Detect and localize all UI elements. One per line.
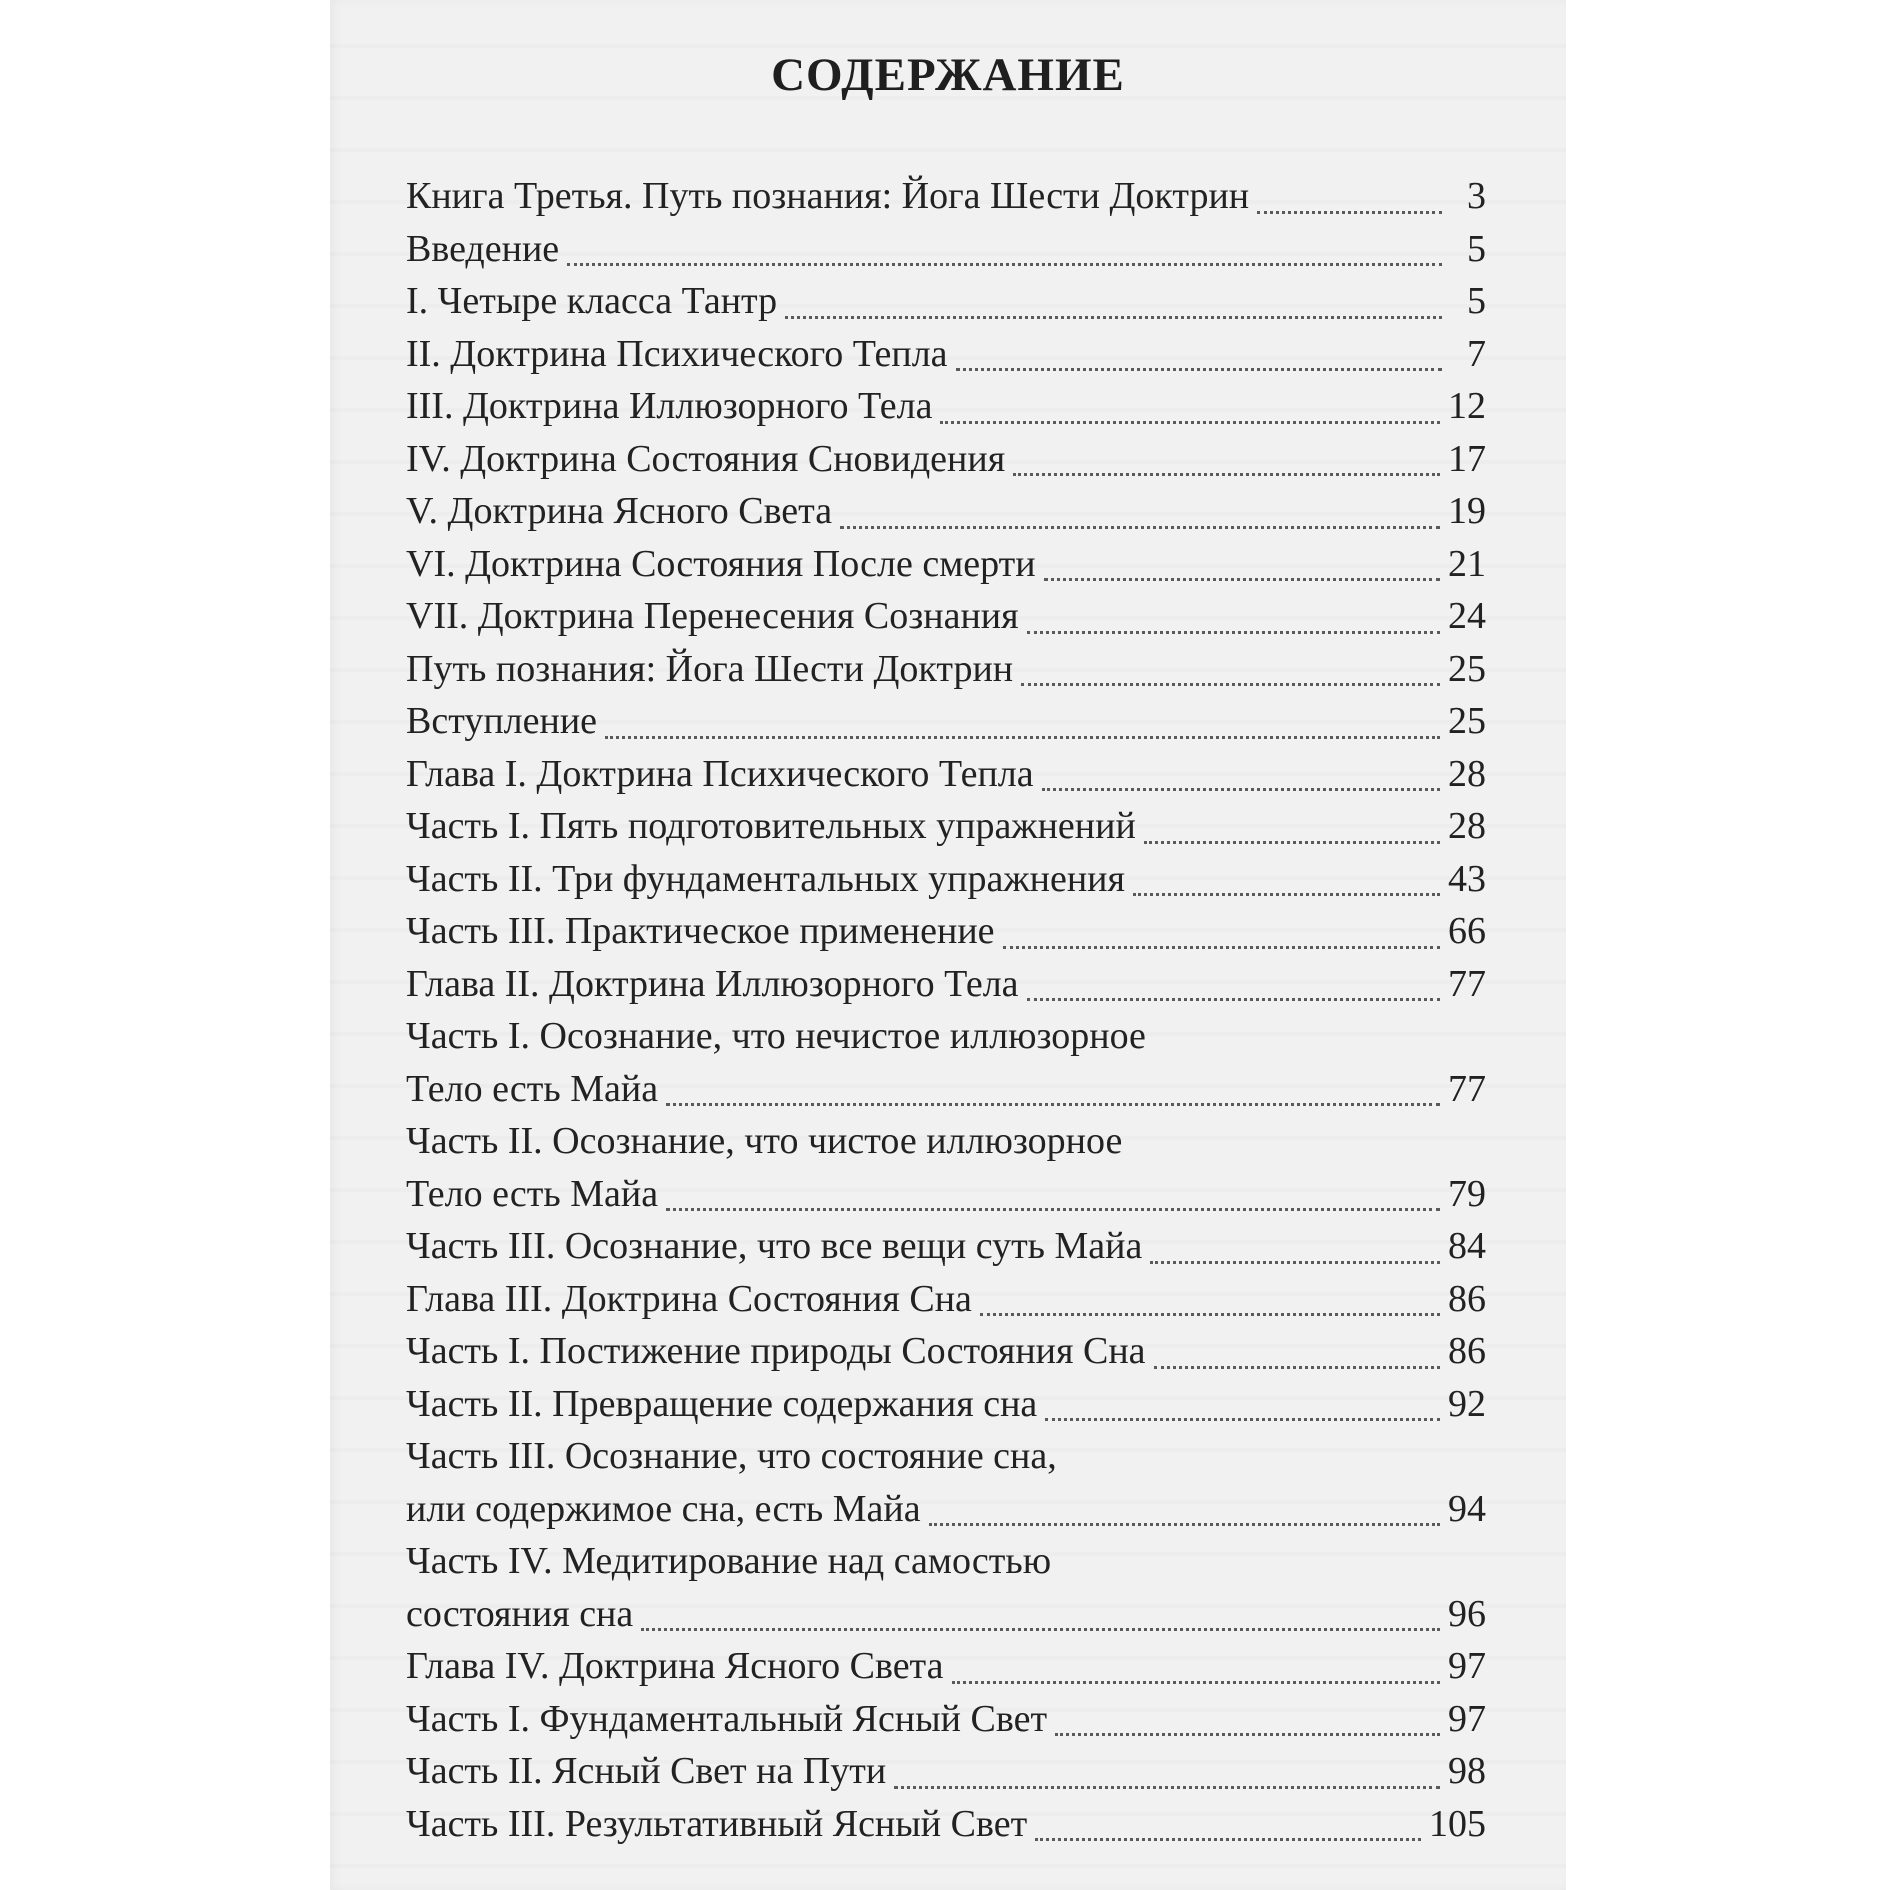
dot-leader [1013,473,1440,476]
dot-leader [605,736,1440,739]
toc-entry [406,1010,1486,1115]
entry-title: Тело есть Майа [406,1172,659,1215]
toc-entry [406,380,1486,433]
dot-leader [1027,998,1440,1001]
dot-leader [980,1313,1440,1316]
toc-entry-line [406,1693,1486,1746]
entry-title: Часть III. Осознание, что все вещи суть Майа [406,1225,1143,1267]
toc-entry-line [406,485,1486,538]
toc-entry-line [406,1220,1486,1273]
entry-title: Вступление [406,700,598,742]
dot-leader [785,316,1442,319]
entry-title: I. Четыре класса Тантр [406,280,778,322]
dot-leader [1027,631,1440,634]
page-number: 17 [1448,437,1486,480]
page-number: 19 [1448,490,1486,532]
dot-leader [1150,1261,1440,1264]
dot-leader [1021,683,1440,686]
entry-title: Часть II. Осознание, что чистое иллюзорное [406,1120,1123,1162]
toc-entry-line [406,590,1486,643]
toc-entry [406,485,1486,538]
toc-entry-line [406,328,1486,381]
toc-entry [406,1325,1486,1378]
dot-leader [1055,1733,1440,1736]
page-number: 7 [1467,332,1486,375]
toc-entry [406,643,1486,696]
dot-leader [940,421,1440,424]
page-number: 97 [1448,1645,1486,1687]
toc-entry-line-continued [406,1115,1486,1168]
page-number: 24 [1448,595,1486,637]
toc-entry [406,695,1486,748]
dot-leader [840,526,1440,529]
book-page [330,0,1566,1890]
toc-entry [406,905,1486,958]
dot-leader [1003,946,1440,949]
toc-entry [406,1745,1486,1798]
toc-entry-line [406,958,1486,1011]
entry-title: II. Доктрина Психического Тепла [406,332,948,375]
dot-leader [1144,841,1440,844]
entry-title: VII. Доктрина Перенесения Сознания [406,595,1019,637]
toc-entry [406,590,1486,643]
toc-entry [406,1640,1486,1693]
entry-title: IV. Доктрина Состояния Сновидения [406,437,1006,480]
page-number: 92 [1448,1382,1486,1425]
toc-entry [406,433,1486,486]
entry-title: Часть I. Фундаментальный Ясный Свет [406,1697,1048,1740]
entry-title: Часть II. Ясный Свет на Пути [406,1750,887,1792]
page-number: 86 [1448,1330,1486,1372]
dot-leader [1035,1838,1421,1841]
entry-title: Тело есть Майа [406,1067,659,1110]
entry-title: Книга Третья. Путь познания: Йога Шести Доктрин [406,175,1250,217]
toc-entry-line [406,905,1486,958]
page-number: 28 [1448,752,1486,795]
toc-entry [406,1430,1486,1535]
page-number: 28 [1448,805,1486,847]
toc-entry [406,800,1486,853]
entry-title: Глава III. Доктрина Состояния Сна [406,1277,972,1320]
toc-entry-line [406,643,1486,696]
entry-title: Глава I. Доктрина Психического Тепла [406,752,1034,795]
page-number: 5 [1467,280,1486,322]
toc-entry-line-continued [406,1430,1486,1483]
toc-entry [406,1273,1486,1326]
toc-entry-line [406,695,1486,748]
toc-entry [406,328,1486,381]
toc-entry-line [406,1325,1486,1378]
dot-leader [894,1786,1440,1789]
dot-leader [666,1103,1440,1106]
page-title: СОДЕРЖАНИЕ [771,49,1125,101]
toc-entry-line [406,1273,1486,1326]
toc-entry-line [406,800,1486,853]
entry-title: Часть I. Пять подготовительных упражнений [406,805,1136,847]
page-number: 105 [1429,1802,1486,1845]
entry-title: Часть I. Осознание, что нечистое иллюзорное [406,1015,1146,1057]
toc-entry [406,1115,1486,1220]
dot-leader [1042,788,1440,791]
page-number: 79 [1448,1172,1486,1215]
page-number: 94 [1448,1487,1486,1530]
dot-leader [567,263,1442,266]
toc-entry-line [406,1378,1486,1431]
toc-entry [406,538,1486,591]
toc-entry [406,1220,1486,1273]
toc-entry-line [406,538,1486,591]
page-number: 12 [1448,385,1486,427]
page-number: 97 [1448,1697,1486,1740]
toc-entry-line [406,748,1486,801]
toc-entry-line [406,170,1486,223]
dot-leader [952,1681,1441,1684]
entry-title: Часть II. Три фундаментальных упражнения [406,857,1125,900]
entry-title: Часть II. Превращение содержания сна [406,1382,1038,1425]
toc-entry [406,223,1486,276]
toc-entry [406,170,1486,223]
entry-title: Часть III. Результативный Ясный Свет [406,1802,1028,1845]
entry-title: или содержимое сна, есть Майа [406,1487,921,1530]
entry-title: VI. Доктрина Состояния После смерти [406,542,1036,585]
toc-entry-line [406,1640,1486,1693]
page-number: 5 [1467,227,1486,270]
toc-entry [406,1798,1486,1851]
dot-leader [1154,1366,1440,1369]
dot-leader [1044,578,1440,581]
toc-entry-line [406,1483,1486,1536]
entry-title: Глава IV. Доктрина Ясного Света [406,1645,944,1687]
toc-entry [406,275,1486,328]
page-number: 25 [1448,647,1486,690]
entry-title: состояния сна [406,1592,634,1635]
toc-entry-line [406,433,1486,486]
toc-entry [406,1693,1486,1746]
page-number: 98 [1448,1750,1486,1792]
dot-leader [956,368,1442,371]
entry-title: Часть III. Практическое применение [406,910,995,952]
page-number: 21 [1448,542,1486,585]
entry-title: Глава II. Доктрина Иллюзорного Тела [406,962,1019,1005]
toc-entry-line-continued [406,1010,1486,1063]
toc-entry [406,748,1486,801]
entry-title: Введение [406,227,560,270]
toc-entry-line [406,275,1486,328]
page-number: 77 [1448,1067,1486,1110]
toc-entry-line-continued [406,1535,1486,1588]
entry-title: III. Доктрина Иллюзорного Тела [406,385,933,427]
toc-entry-line [406,1745,1486,1798]
page-number: 3 [1467,175,1486,217]
page-number: 43 [1448,857,1486,900]
dot-leader [1257,211,1442,214]
toc-entry [406,1535,1486,1640]
toc-entry-line [406,1063,1486,1116]
page-number: 77 [1448,962,1486,1005]
entry-title: V. Доктрина Ясного Света [406,490,833,532]
toc-entry-line [406,1798,1486,1851]
entry-title: Часть III. Осознание, что состояние сна, [406,1435,1057,1477]
dot-leader [1133,893,1440,896]
toc-entry [406,1378,1486,1431]
table-of-contents [406,170,1486,1850]
entry-title: Путь познания: Йога Шести Доктрин [406,647,1014,690]
dot-leader [1045,1418,1440,1421]
dot-leader [641,1628,1440,1631]
toc-entry-line [406,380,1486,433]
dot-leader [929,1523,1440,1526]
dot-leader [666,1208,1440,1211]
entry-title: Часть I. Постижение природы Состояния Сна [406,1330,1146,1372]
page-number: 25 [1448,700,1486,742]
toc-entry-line [406,223,1486,276]
page-number: 84 [1448,1225,1486,1267]
toc-entry-line [406,1588,1486,1641]
entry-title: Часть IV. Медитирование над самостью [406,1540,1052,1582]
toc-entry-line [406,1168,1486,1221]
toc-entry [406,958,1486,1011]
toc-entry [406,853,1486,906]
toc-entry-line [406,853,1486,906]
page-number: 66 [1448,910,1486,952]
page-number: 86 [1448,1277,1486,1320]
page-number: 96 [1448,1592,1486,1635]
